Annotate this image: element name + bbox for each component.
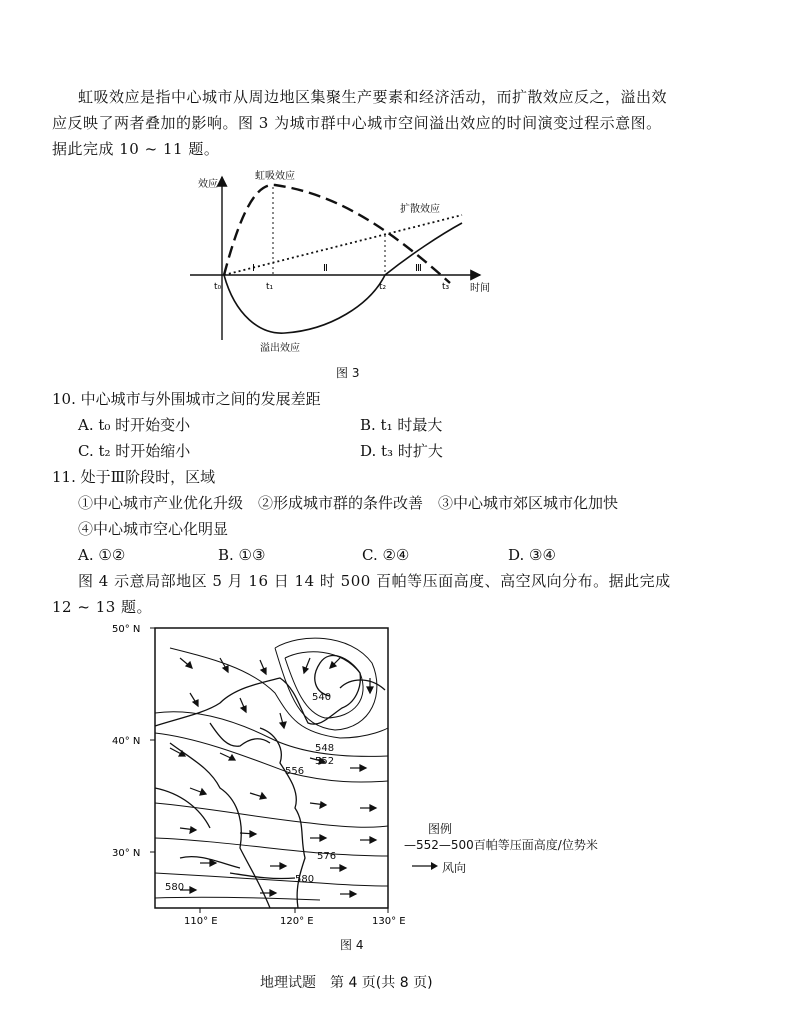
x-axis-label: 时间: [470, 283, 490, 294]
lat-50-label: 50° N: [112, 624, 141, 635]
q11-option-a: A. ①②: [78, 546, 126, 564]
figure-3-chart: [180, 165, 520, 360]
q11-statements-2: ④中心城市空心化明显: [78, 520, 229, 538]
legend-title: 图例: [428, 822, 453, 836]
contour-label-540: 540: [312, 692, 332, 703]
contour-label-576: 576: [317, 851, 337, 862]
legend-contour-value: 552: [416, 838, 439, 852]
intro2-line-2: 12 ~ 13 题。: [52, 598, 153, 616]
t0-label: t₀: [214, 282, 222, 292]
q10-option-d: D. t₃ 时扩大: [360, 442, 443, 460]
q11-stem: 11. 处于Ⅲ阶段时，区域: [52, 468, 216, 486]
contour-label-552: 552: [315, 756, 335, 767]
q11-option-c: C. ②④: [362, 546, 410, 564]
t1-label: t₁: [266, 282, 274, 292]
spillover-effect-label: 溢出效应: [260, 343, 300, 354]
q11-option-d: D. ③④: [508, 546, 556, 564]
q11-statements-1: ①中心城市产业优化升级 ②形成城市群的条件改善 ③中心城市郊区城市化加快: [78, 494, 619, 512]
figure-4-map: [110, 618, 410, 928]
wind-arrows: [170, 658, 376, 897]
intro-line-2: 应反映了两者叠加的影响。图 3 为城市群中心城市空间溢出效应的时间演变过程示意图。: [52, 114, 662, 132]
intro2-line-1: 图 4 示意局部地区 5 月 16 日 14 时 500 百帕等压面高度、高空风向分布。据此完成: [78, 572, 671, 590]
y-axis-label: 效应: [198, 179, 218, 190]
t2-label: t₂: [379, 282, 387, 292]
contour-label-580-east: 580: [295, 874, 315, 885]
lon-110-label: 110° E: [184, 916, 218, 927]
legend-wind-text: 风向: [442, 861, 467, 875]
figure-3-caption: 图 3: [336, 366, 360, 380]
lat-40-label: 40° N: [112, 736, 141, 747]
contour-label-556: 556: [285, 766, 305, 777]
contour-lines: [155, 638, 388, 900]
t3-label: t₃: [442, 282, 450, 292]
stage-3-label: Ⅲ: [415, 263, 422, 274]
contour-label-580-west: 580: [165, 882, 185, 893]
q10-option-b: B. t₁ 时最大: [360, 416, 443, 434]
spillover-effect-curve: [224, 223, 462, 333]
q11-option-b: B. ①③: [218, 546, 266, 564]
diffusion-effect-label: 扩散效应: [400, 204, 440, 215]
contour-label-548: 548: [315, 743, 335, 754]
page-footer: 地理试题 第 4 页(共 8 页): [260, 975, 433, 991]
legend-wind-arrow-icon: [410, 860, 440, 872]
intro-line-1: 虹吸效应是指中心城市从周边地区集聚生产要素和经济活动，而扩散效应反之，溢出效: [78, 88, 668, 106]
intro-line-3: 据此完成 10 ~ 11 题。: [52, 140, 220, 158]
legend-contour-item: —552—500百帕等压面高度/位势米: [404, 838, 598, 852]
stage-1-label: Ⅰ: [252, 263, 255, 274]
lon-120-label: 120° E: [280, 916, 314, 927]
lat-30-label: 30° N: [112, 848, 141, 859]
lon-130-label: 130° E: [372, 916, 406, 927]
q10-stem: 10. 中心城市与外围城市之间的发展差距: [52, 390, 321, 408]
siphon-effect-label: 虹吸效应: [255, 171, 295, 182]
legend-contour-text: 500百帕等压面高度/位势米: [450, 838, 598, 852]
stage-2-label: Ⅱ: [323, 263, 328, 274]
q10-option-a: A. t₀ 时开始变小: [78, 416, 191, 434]
figure-4-caption: 图 4: [340, 938, 364, 952]
q10-option-c: C. t₂ 时开始缩小: [78, 442, 191, 460]
